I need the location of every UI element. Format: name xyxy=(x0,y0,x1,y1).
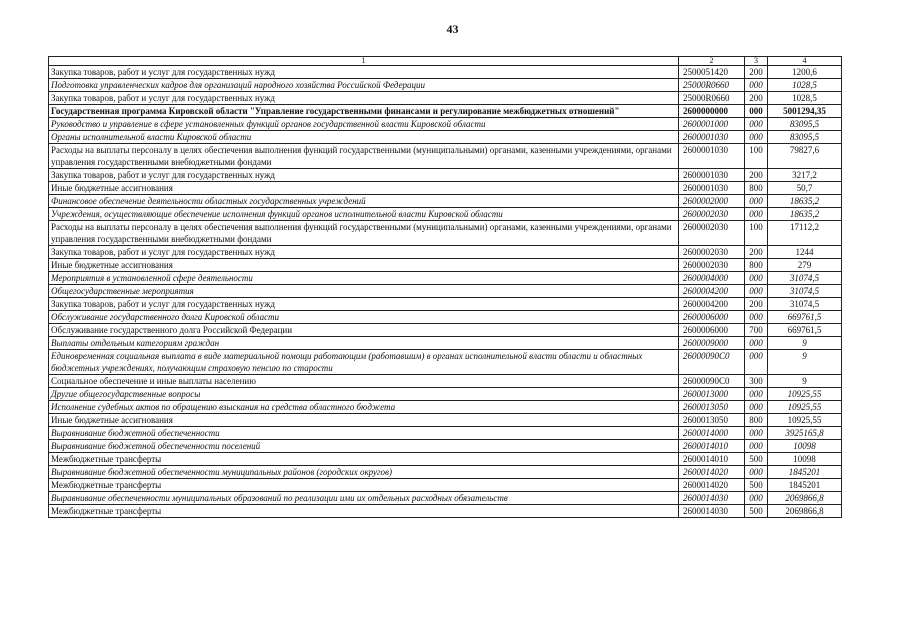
row-name-cell: Расходы на выплаты персоналу в целях обеспечения выполнения функций государственными (муниципальными) органами, казенными учреждениями, органами управления государственными внебюджетными фондами xyxy=(49,144,679,169)
row-name-cell: Учреждения, осуществляющие обеспечение исполнения функций органов исполнительной власти Кировской области xyxy=(49,208,679,221)
row-name-cell: Органы исполнительной власти Кировской области xyxy=(49,131,679,144)
table-row xyxy=(49,246,842,259)
row-sum-cell: 9 xyxy=(768,375,842,388)
row-code-cell: 2600004200 xyxy=(679,298,745,311)
row-name-cell: Руководство и управление в сфере установленных функций органов государственной власти Кировской области xyxy=(49,118,679,131)
table-row xyxy=(49,375,842,388)
row-code-cell: 2600013050 xyxy=(679,401,745,414)
row-code-cell: 2600009000 xyxy=(679,337,745,350)
row-sum-cell: 83095,5 xyxy=(768,131,842,144)
row-name-cell: Иные бюджетные ассигнования xyxy=(49,414,679,427)
row-name-cell: Межбюджетные трансферты xyxy=(49,479,679,492)
row-sum-cell: 31074,5 xyxy=(768,298,842,311)
row-code-cell: 2600014010 xyxy=(679,453,745,466)
row-name-cell: Закупка товаров, работ и услуг для государственных нужд xyxy=(49,298,679,311)
row-code-cell: 2600004000 xyxy=(679,272,745,285)
row-expense-type-cell: 000 xyxy=(745,285,768,298)
row-sum-cell: 18635,2 xyxy=(768,195,842,208)
row-expense-type-cell: 200 xyxy=(745,298,768,311)
row-expense-type-cell: 200 xyxy=(745,246,768,259)
row-expense-type-cell: 000 xyxy=(745,311,768,324)
row-expense-type-cell: 000 xyxy=(745,466,768,479)
row-expense-type-cell: 500 xyxy=(745,505,768,518)
row-expense-type-cell: 100 xyxy=(745,144,768,169)
row-sum-cell: 1244 xyxy=(768,246,842,259)
row-name-cell: Выравнивание бюджетной обеспеченности поселений xyxy=(49,440,679,453)
row-expense-type-cell: 000 xyxy=(745,337,768,350)
header-name: 1 xyxy=(49,57,679,66)
table-row xyxy=(49,144,842,169)
table-row xyxy=(49,479,842,492)
table-row xyxy=(49,272,842,285)
table-row xyxy=(49,466,842,479)
row-code-cell: 2600000000 xyxy=(679,105,745,118)
row-code-cell: 2600014030 xyxy=(679,492,745,505)
row-expense-type-cell: 000 xyxy=(745,388,768,401)
row-code-cell: 2600002030 xyxy=(679,259,745,272)
row-name-cell: Государственная программа Кировской области "Управление государственными финансами и регулирование межбюджетных отношений" xyxy=(49,105,679,118)
row-code-cell: 25000R0660 xyxy=(679,92,745,105)
row-expense-type-cell: 000 xyxy=(745,118,768,131)
row-sum-cell: 10098 xyxy=(768,440,842,453)
row-code-cell: 2600002030 xyxy=(679,208,745,221)
row-sum-cell: 2069866,8 xyxy=(768,492,842,505)
row-name-cell: Финансовое обеспечение деятельности областных государственных учреждений xyxy=(49,195,679,208)
row-name-cell: Межбюджетные трансферты xyxy=(49,505,679,518)
row-name-cell: Общегосударственные мероприятия xyxy=(49,285,679,298)
row-code-cell: 2600001030 xyxy=(679,169,745,182)
row-sum-cell: 10925,55 xyxy=(768,401,842,414)
row-expense-type-cell: 000 xyxy=(745,195,768,208)
table-row xyxy=(49,337,842,350)
row-sum-cell: 10925,55 xyxy=(768,414,842,427)
row-name-cell: Закупка товаров, работ и услуг для государственных нужд xyxy=(49,66,679,79)
row-name-cell: Выравнивание обеспеченности муниципальных образований по реализации ими их отдельных расходных обязательств xyxy=(49,492,679,505)
row-code-cell: 2600002000 xyxy=(679,195,745,208)
row-expense-type-cell: 000 xyxy=(745,401,768,414)
row-sum-cell: 1028,5 xyxy=(768,92,842,105)
table-row xyxy=(49,388,842,401)
row-name-cell: Закупка товаров, работ и услуг для государственных нужд xyxy=(49,246,679,259)
row-sum-cell: 31074,5 xyxy=(768,272,842,285)
row-expense-type-cell: 300 xyxy=(745,375,768,388)
row-sum-cell: 3217,2 xyxy=(768,169,842,182)
row-expense-type-cell: 200 xyxy=(745,92,768,105)
row-code-cell: 2600014020 xyxy=(679,466,745,479)
header-sum: 4 xyxy=(768,57,842,66)
table-row xyxy=(49,169,842,182)
table-row xyxy=(49,427,842,440)
page-number: 43 xyxy=(446,22,459,36)
row-name-cell: Социальное обеспечение и иные выплаты населению xyxy=(49,375,679,388)
row-name-cell: Выравнивание бюджетной обеспеченности муниципальных районов (городских округов) xyxy=(49,466,679,479)
table-row xyxy=(49,182,842,195)
table-row xyxy=(49,118,842,131)
row-expense-type-cell: 100 xyxy=(745,221,768,246)
row-expense-type-cell: 000 xyxy=(745,440,768,453)
row-expense-type-cell: 500 xyxy=(745,453,768,466)
row-code-cell: 2600002030 xyxy=(679,246,745,259)
table-row xyxy=(49,453,842,466)
table-row xyxy=(49,414,842,427)
row-sum-cell: 31074,5 xyxy=(768,285,842,298)
row-name-cell: Межбюджетные трансферты xyxy=(49,453,679,466)
row-sum-cell: 10098 xyxy=(768,453,842,466)
row-name-cell: Обслуживание государственного долга Российской Федерации xyxy=(49,324,679,337)
table-row xyxy=(49,105,842,118)
row-expense-type-cell: 800 xyxy=(745,182,768,195)
row-name-cell: Другие общегосударственные вопросы xyxy=(49,388,679,401)
row-expense-type-cell: 800 xyxy=(745,414,768,427)
row-expense-type-cell: 000 xyxy=(745,208,768,221)
row-code-cell: 2600014030 xyxy=(679,505,745,518)
table-row xyxy=(49,259,842,272)
row-sum-cell: 669761,5 xyxy=(768,311,842,324)
row-expense-type-cell: 000 xyxy=(745,79,768,92)
row-code-cell: 2600001030 xyxy=(679,182,745,195)
row-code-cell: 26000090С0 xyxy=(679,375,745,388)
row-expense-type-cell: 200 xyxy=(745,66,768,79)
row-sum-cell: 3925165,8 xyxy=(768,427,842,440)
table-row xyxy=(49,221,842,246)
row-expense-type-cell: 000 xyxy=(745,492,768,505)
table-row xyxy=(49,350,842,375)
table-row xyxy=(49,285,842,298)
row-sum-cell: 50,7 xyxy=(768,182,842,195)
budget-table xyxy=(48,56,842,518)
header-vr: 3 xyxy=(745,57,768,66)
row-sum-cell: 5001294,35 xyxy=(768,105,842,118)
row-code-cell: 2500051420 xyxy=(679,66,745,79)
row-sum-cell: 669761,5 xyxy=(768,324,842,337)
row-code-cell: 2600001030 xyxy=(679,131,745,144)
table-row xyxy=(49,505,842,518)
table-row xyxy=(49,311,842,324)
row-code-cell: 2600013000 xyxy=(679,388,745,401)
row-sum-cell: 79827,6 xyxy=(768,144,842,169)
row-name-cell: Выравнивание бюджетной обеспеченности xyxy=(49,427,679,440)
row-name-cell: Иные бюджетные ассигнования xyxy=(49,259,679,272)
table-row xyxy=(49,92,842,105)
row-sum-cell: 83095,5 xyxy=(768,118,842,131)
row-code-cell: 2600014020 xyxy=(679,479,745,492)
row-sum-cell: 18635,2 xyxy=(768,208,842,221)
row-code-cell: 2600004200 xyxy=(679,285,745,298)
row-name-cell: Обслуживание государственного долга Кировской области xyxy=(49,311,679,324)
row-expense-type-cell: 000 xyxy=(745,350,768,375)
row-sum-cell: 17112,2 xyxy=(768,221,842,246)
row-code-cell: 26000090С0 xyxy=(679,350,745,375)
table-body xyxy=(49,66,842,518)
row-sum-cell: 10925,55 xyxy=(768,388,842,401)
row-code-cell: 2600014010 xyxy=(679,440,745,453)
table-row xyxy=(49,66,842,79)
row-sum-cell: 1845201 xyxy=(768,479,842,492)
table-row xyxy=(49,440,842,453)
row-code-cell: 2600013050 xyxy=(679,414,745,427)
row-expense-type-cell: 800 xyxy=(745,259,768,272)
row-sum-cell: 1200,6 xyxy=(768,66,842,79)
row-expense-type-cell: 000 xyxy=(745,131,768,144)
row-name-cell: Закупка товаров, работ и услуг для государственных нужд xyxy=(49,169,679,182)
row-sum-cell: 1845201 xyxy=(768,466,842,479)
table-row xyxy=(49,195,842,208)
table-row xyxy=(49,298,842,311)
row-name-cell: Подготовка управленческих кадров для организаций народного хозяйства Российской Федерации xyxy=(49,79,679,92)
row-name-cell: Выплаты отдельным категориям граждан xyxy=(49,337,679,350)
row-code-cell: 2600006000 xyxy=(679,324,745,337)
row-name-cell: Расходы на выплаты персоналу в целях обеспечения выполнения функций государственными (муниципальными) органами, казенными учреждениями, органами управления государственными внебюджетными фондами xyxy=(49,221,679,246)
table-row xyxy=(49,131,842,144)
row-name-cell: Иные бюджетные ассигнования xyxy=(49,182,679,195)
row-name-cell: Единовременная социальная выплата в виде материальной помощи работающим (работавшим) в органах исполнительной власти области и областных бюджетных учреждениях, получающим страховую пенсию по старости xyxy=(49,350,679,375)
row-expense-type-cell: 700 xyxy=(745,324,768,337)
row-sum-cell: 9 xyxy=(768,350,842,375)
row-code-cell: 2600006000 xyxy=(679,311,745,324)
table-row xyxy=(49,401,842,414)
row-name-cell: Исполнение судебных актов по обращению взыскания на средства областного бюджета xyxy=(49,401,679,414)
table-row xyxy=(49,79,842,92)
row-code-cell: 2600002030 xyxy=(679,221,745,246)
row-code-cell: 2600014000 xyxy=(679,427,745,440)
row-sum-cell: 9 xyxy=(768,337,842,350)
table-header-row xyxy=(49,57,842,66)
row-sum-cell: 1028,5 xyxy=(768,79,842,92)
row-name-cell: Мероприятия в установленной сфере деятельности xyxy=(49,272,679,285)
row-expense-type-cell: 000 xyxy=(745,427,768,440)
row-code-cell: 2600001030 xyxy=(679,144,745,169)
table-row xyxy=(49,492,842,505)
table-row xyxy=(49,208,842,221)
row-code-cell: 25000R0660 xyxy=(679,79,745,92)
row-expense-type-cell: 500 xyxy=(745,479,768,492)
table-row xyxy=(49,324,842,337)
row-sum-cell: 2069866,8 xyxy=(768,505,842,518)
row-expense-type-cell: 000 xyxy=(745,272,768,285)
row-expense-type-cell: 000 xyxy=(745,105,768,118)
header-code: 2 xyxy=(679,57,745,66)
row-code-cell: 2600001000 xyxy=(679,118,745,131)
row-expense-type-cell: 200 xyxy=(745,169,768,182)
row-name-cell: Закупка товаров, работ и услуг для государственных нужд xyxy=(49,92,679,105)
row-sum-cell: 279 xyxy=(768,259,842,272)
